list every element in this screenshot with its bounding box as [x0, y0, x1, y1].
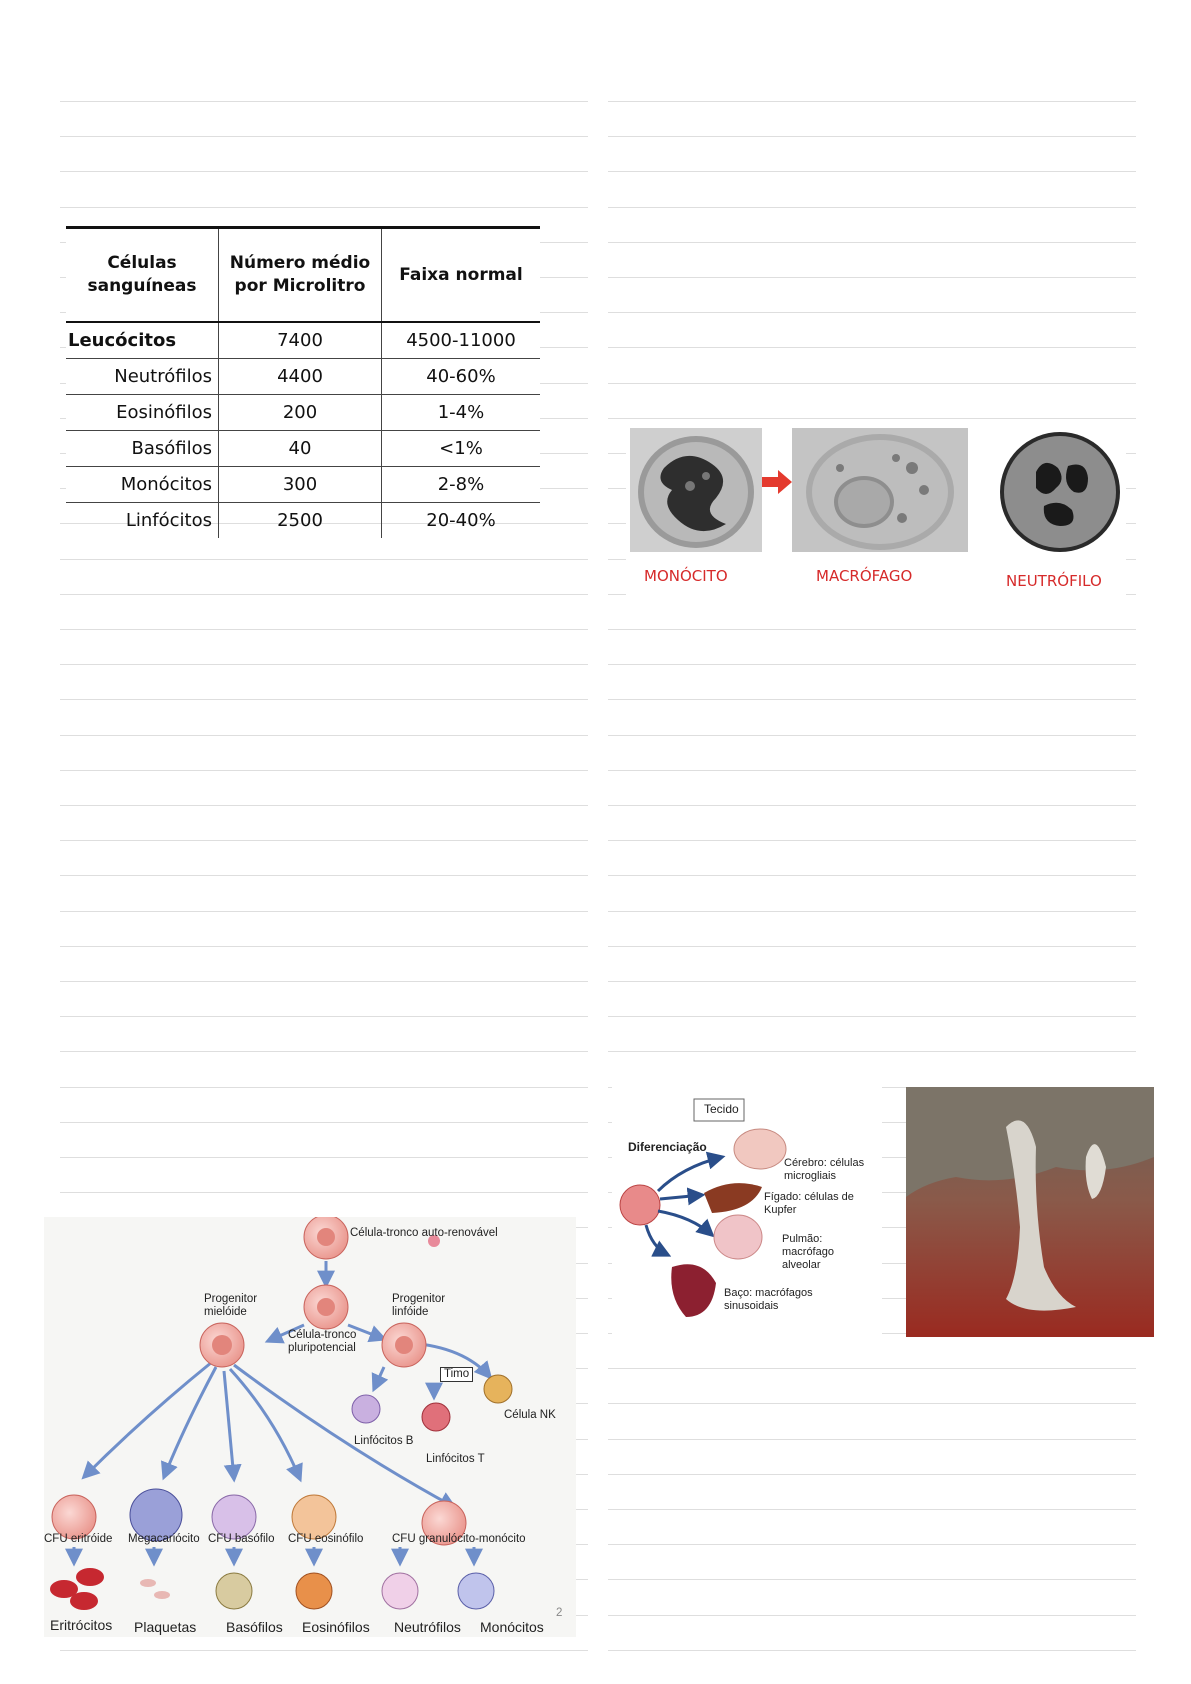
blood-cell-table — [66, 226, 540, 531]
page-number: 2 — [556, 1607, 563, 1619]
table-row — [66, 359, 540, 395]
ruled-line — [608, 629, 1136, 630]
hematopoiesis-arrows — [44, 1217, 576, 1637]
label-cfu-gm: CFU granulócito-monócito — [392, 1533, 526, 1545]
ruled-line — [608, 875, 1136, 876]
ruled-line — [608, 207, 1136, 208]
micrograph-panel — [626, 426, 1126, 596]
label-liver: Fígado: células de Kupfer — [764, 1191, 854, 1216]
ruled-line — [608, 1509, 1136, 1510]
cell-range: <1% — [382, 431, 541, 467]
ruled-line — [60, 1016, 588, 1017]
cell-range: 1-4% — [382, 395, 541, 431]
label-eosinophils: Eosinófilos — [302, 1619, 370, 1635]
cell-name: Monócitos — [66, 467, 219, 503]
ruled-line — [608, 277, 1136, 278]
label-neutrophils: Neutrófilos — [394, 1619, 461, 1635]
hematopoiesis-diagram — [44, 1217, 576, 1637]
cell-mean: 40 — [219, 431, 382, 467]
label-cfu-eosinophil: CFU eosinófilo — [288, 1533, 364, 1545]
label-monocytes: Monócitos — [480, 1619, 544, 1635]
label-myeloid-progenitor: Progenitor mielóide — [204, 1293, 258, 1318]
cell-mean: 7400 — [219, 322, 382, 359]
label-lung: Pulmão: macrófago alveolar — [782, 1233, 834, 1271]
ruled-line — [608, 1016, 1136, 1017]
ruled-line — [608, 347, 1136, 348]
label-basophils: Basófilos — [226, 1619, 283, 1635]
cell-mean: 4400 — [219, 359, 382, 395]
cell-name: Eosinófilos — [66, 395, 219, 431]
ruled-line — [60, 875, 588, 876]
table-row — [66, 395, 540, 431]
ruled-line — [60, 1051, 588, 1052]
ruled-line — [608, 383, 1136, 384]
cell-name: Leucócitos — [66, 322, 219, 359]
ruled-line — [60, 664, 588, 665]
table-row — [66, 322, 540, 359]
cell-mean: 2500 — [219, 503, 382, 539]
ruled-line — [608, 1403, 1136, 1404]
ruled-line — [608, 101, 1136, 102]
ruled-line — [608, 946, 1136, 947]
ruled-line — [608, 735, 1136, 736]
label-megakaryocyte: Megacariócito — [128, 1533, 200, 1545]
ruled-line — [608, 699, 1136, 700]
table-row — [66, 503, 540, 539]
label-platelets: Plaquetas — [134, 1619, 197, 1635]
ruled-line — [608, 664, 1136, 665]
monocyte-micrograph — [630, 428, 762, 552]
ruled-line — [60, 136, 588, 137]
ruled-line — [608, 1579, 1136, 1580]
ruled-line — [608, 911, 1136, 912]
ruled-line — [60, 1192, 588, 1193]
ruled-line — [60, 559, 588, 560]
ruled-line — [608, 805, 1136, 806]
ruled-line — [60, 805, 588, 806]
caption-monocyte: MONÓCITO — [644, 567, 728, 585]
ruled-line — [60, 1157, 588, 1158]
ruled-line — [60, 1087, 588, 1088]
ruled-line — [608, 981, 1136, 982]
caption-macrophage: MACRÓFAGO — [816, 567, 913, 585]
cell-name: Linfócitos — [125, 510, 212, 531]
header-range: Faixa normal — [382, 228, 541, 323]
label-cfu-basophil: CFU basófilo — [208, 1533, 275, 1545]
cell-range: 40-60% — [382, 359, 541, 395]
label-erythrocytes: Eritrócitos — [50, 1617, 113, 1633]
ruled-line — [608, 312, 1136, 313]
table-row — [66, 431, 540, 467]
ruled-line — [608, 171, 1136, 172]
arrow-right-icon — [762, 470, 792, 494]
cell-name: Basófilos — [66, 431, 219, 467]
ruled-line — [608, 1650, 1136, 1651]
ruled-line — [60, 207, 588, 208]
cell-range: 2-8% — [382, 467, 541, 503]
ruled-line — [608, 1439, 1136, 1440]
ruled-line — [608, 242, 1136, 243]
table-row — [66, 467, 540, 503]
header-mean: Número médio por Microlitro — [219, 228, 382, 323]
ruled-line — [60, 946, 588, 947]
label-brain: Cérebro: células microgliais — [784, 1157, 865, 1182]
label-t-cells: Linfócitos T — [426, 1453, 485, 1465]
ruled-line — [608, 770, 1136, 771]
label-cfu-erythroid: CFU eritróide — [44, 1533, 113, 1545]
neutrophil-micrograph — [996, 426, 1124, 556]
cell-range: 20-40% — [382, 503, 541, 539]
ruled-line — [608, 136, 1136, 137]
label-tissue: Tecido — [704, 1102, 739, 1116]
ruled-line — [608, 418, 1136, 419]
ruled-line — [60, 770, 588, 771]
label-lymphoid-progenitor: Progenitor linfóide — [392, 1293, 446, 1318]
cell-mean: 200 — [219, 395, 382, 431]
ruled-line — [60, 629, 588, 630]
ruled-line — [608, 1615, 1136, 1616]
header-cells: Células sanguíneas — [66, 228, 219, 323]
macrophage-micrograph — [792, 428, 968, 552]
label-thymus: Timo — [440, 1367, 473, 1382]
ruled-line — [608, 840, 1136, 841]
ruled-line — [608, 1474, 1136, 1475]
cell-name: Neutrófilos — [66, 359, 219, 395]
cell-mean: 300 — [219, 467, 382, 503]
ruled-line — [60, 1650, 588, 1651]
ruled-line — [60, 171, 588, 172]
ruled-line — [60, 911, 588, 912]
ruled-line — [608, 1368, 1136, 1369]
ruled-line — [60, 981, 588, 982]
macrophage-sem-photo — [906, 1087, 1154, 1337]
ruled-line — [60, 840, 588, 841]
table-header-row — [66, 228, 540, 323]
caption-neutrophil: NEUTRÓFILO — [1006, 572, 1102, 590]
ruled-line — [60, 699, 588, 700]
ruled-line — [60, 594, 588, 595]
label-b-cells: Linfócitos B — [354, 1435, 414, 1447]
label-stem-cell: Célula-tronco auto-renovável — [350, 1227, 498, 1239]
ruled-line — [608, 1544, 1136, 1545]
leukocyte-count-table — [66, 226, 540, 538]
label-nk-cell: Célula NK — [504, 1409, 556, 1421]
label-spleen: Baço: macrófagos sinusoidais — [724, 1287, 813, 1312]
tissue-macrophage-diagram — [612, 1087, 882, 1337]
ruled-line — [60, 1122, 588, 1123]
cell-range: 4500-11000 — [382, 322, 541, 359]
label-differentiation: Diferenciação — [628, 1140, 707, 1154]
label-pluripotent-stem-cell: Célula-tronco pluripotencial — [288, 1329, 357, 1354]
ruled-line — [60, 735, 588, 736]
ruled-line — [60, 101, 588, 102]
ruled-line — [608, 1051, 1136, 1052]
